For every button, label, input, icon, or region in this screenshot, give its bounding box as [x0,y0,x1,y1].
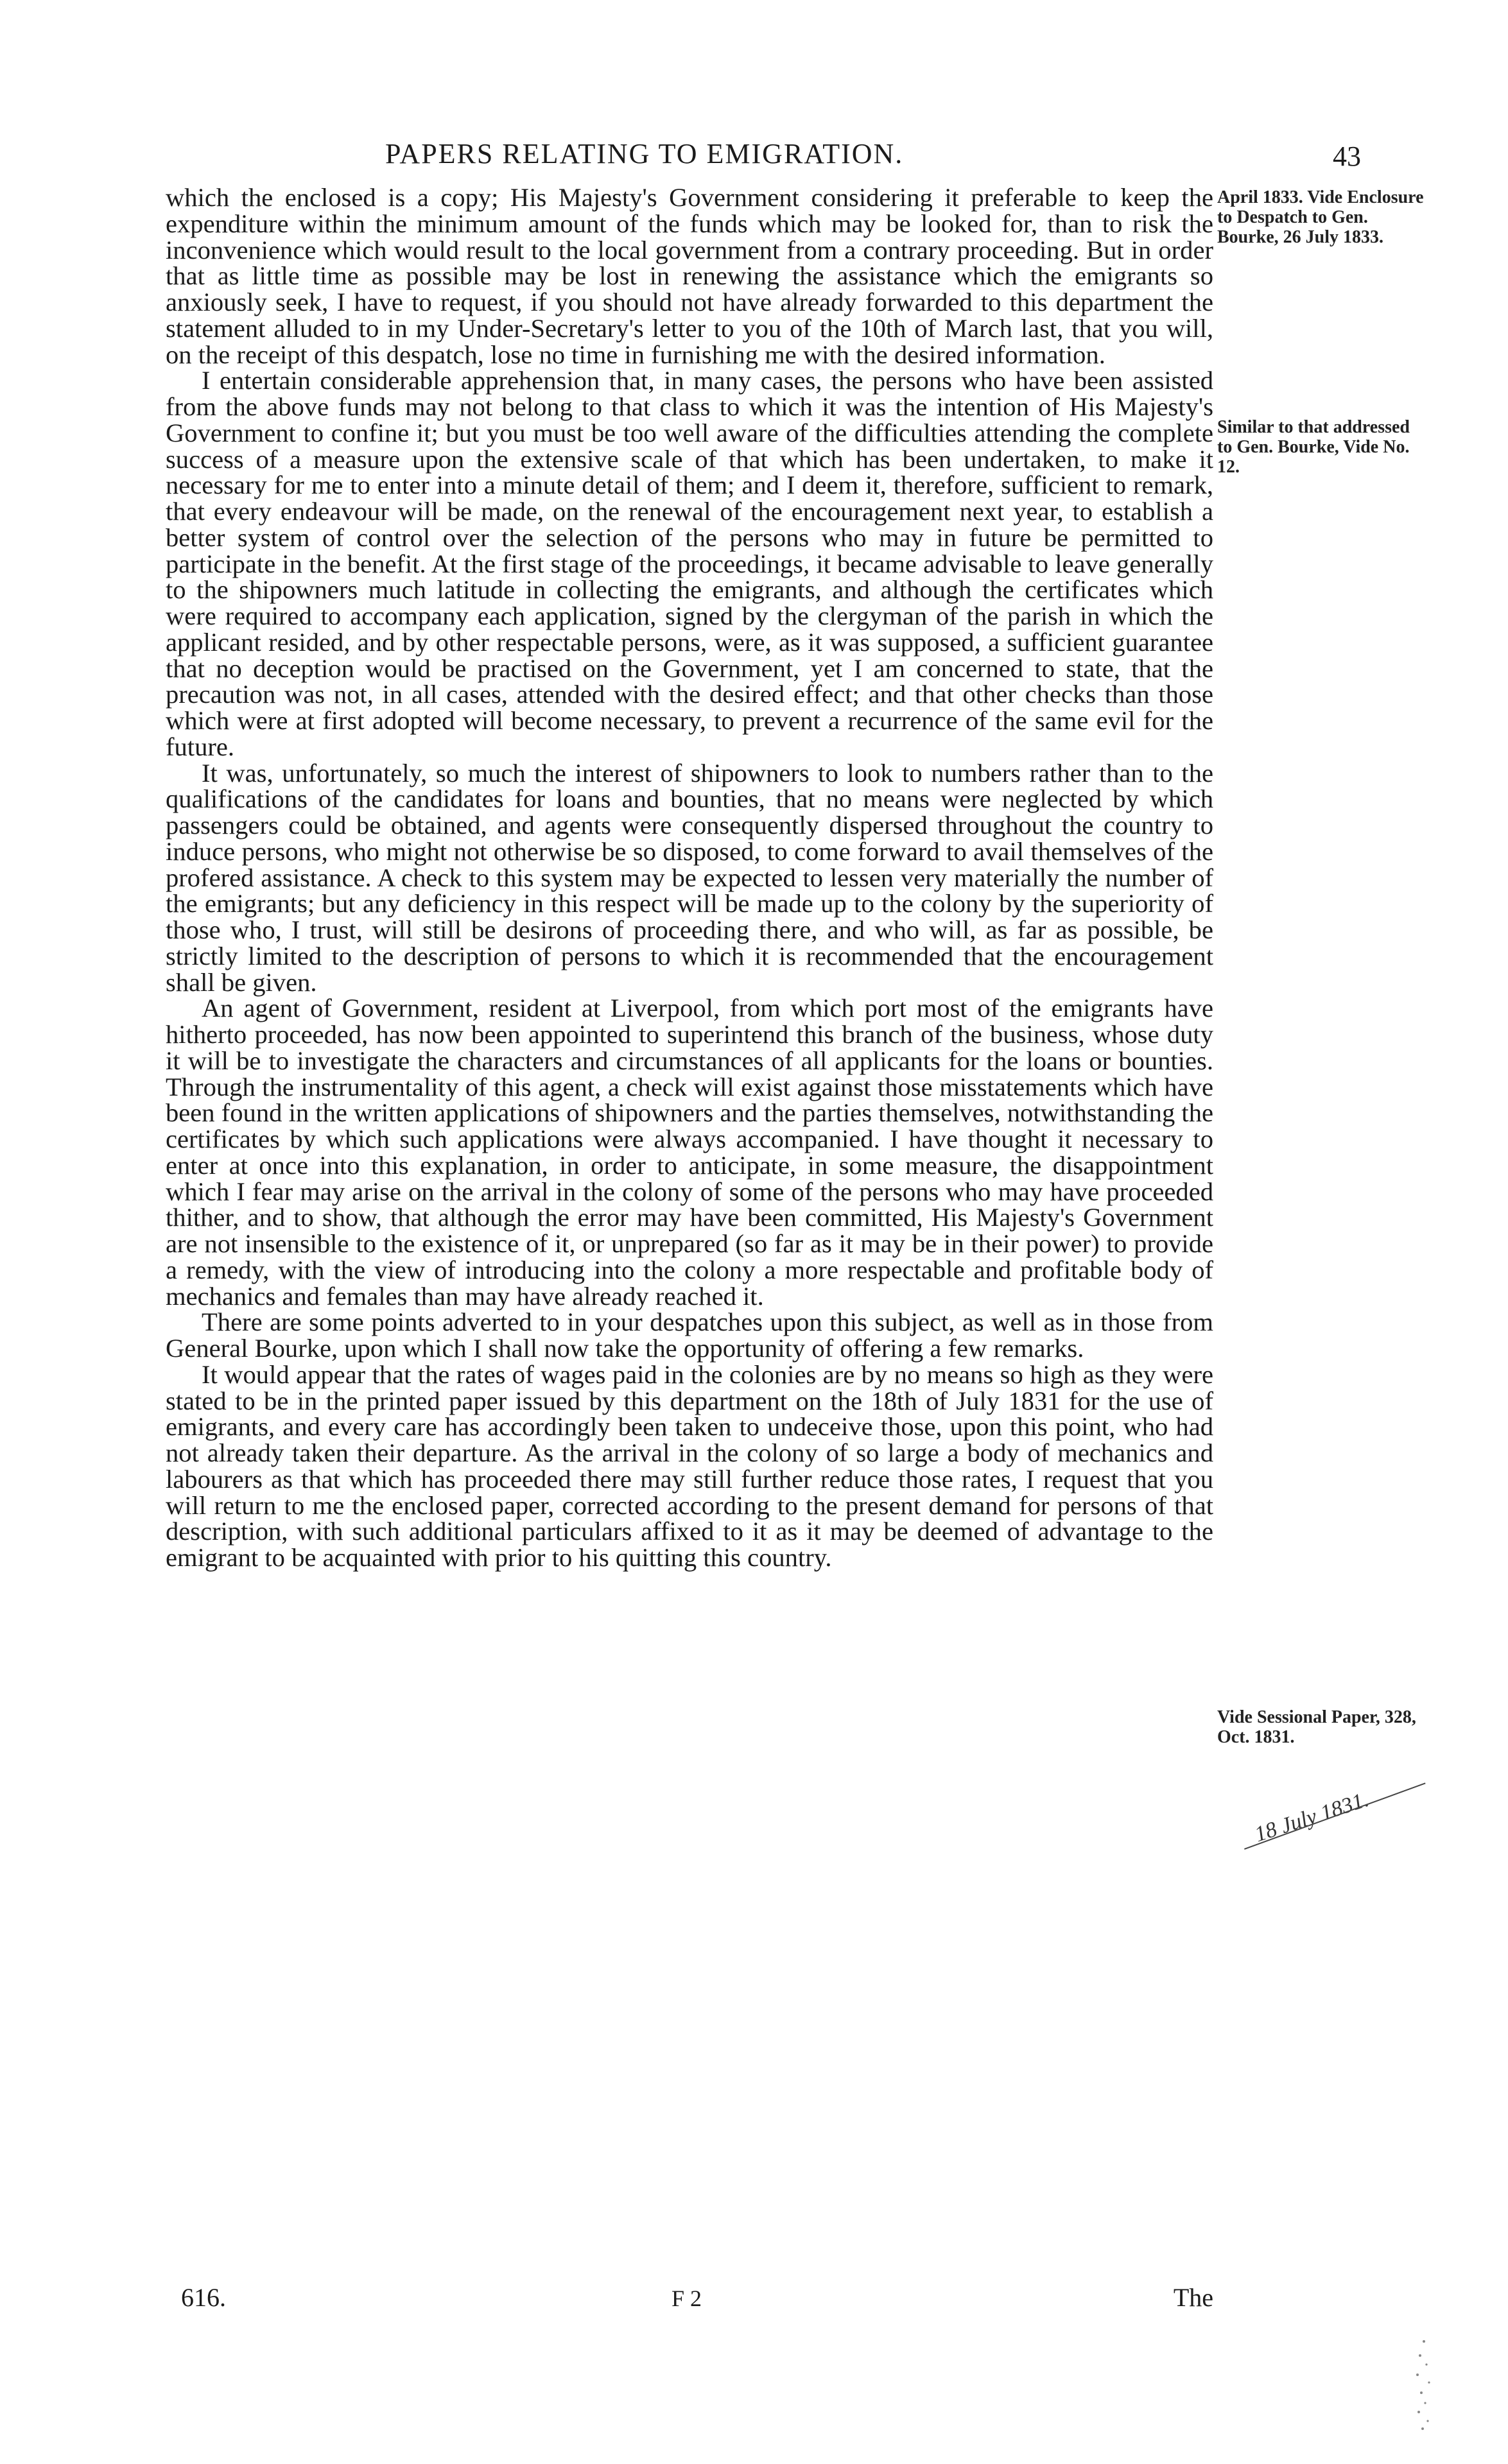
handwritten-annotation: 18 July 1831. [1252,1788,1372,1847]
page-footer [166,2282,1213,2314]
catchword: The [1173,2283,1213,2312]
page-title: PAPERS RELATING TO EMIGRATION. [385,138,904,169]
page-number: 43 [1333,141,1361,172]
margin-note-similar: Similar to that addressed to Gen. Bourke, Vide No. 12. [1217,417,1410,477]
paragraph-points: There are some points adverted to in your despatches upon this subject, as well as in those from General Bourke, upon which I shall now take the opportunity of offering a few remarks. [166,1307,1213,1363]
margin-note-enclosure: April 1833. Vide Enclosure to Despatch to Gen. Bourke, 26 July 1833. [1217,187,1424,247]
margin-note-sessional-paper: Vide Sessional Paper, 328, Oct. 1831. [1217,1707,1416,1747]
paragraph-shipowners: It was, unfortunately, so much the interest of shipowners to look to numbers rather than to the qualifications of the candidates for loans and bounties, that no means were neglected by which passengers could be obtained, and agents were consequently dispersed throughout the country to induce persons, who might not otherwise be so disposed, to come forward to avail themselves of the profered assistance. A check to this system may be expected to lessen very materially the number of the emigrants; but any deficiency in this respect will be made up to the colony by the superiority of those who, I trust, will still be desirons of proceeding there, and who will, as far as possible, be strictly limited to the description of persons to which it is recommended that the encouragement shall be given. [166,758,1213,997]
stray-ink-marks [1411,2336,1437,2433]
paragraph-wages: It would appear that the rates of wages paid in the colonies are by no means so high as they were stated to be in the printed paper issued by this department on the 18th of July 1831 for the use of emigrants, and every care has accordingly been taken to undeceive those, upon this point, who had not already taken their departure. As the arrival in the colony of so large a body of mechanics and labourers as that which has proceeded there may still further reduce those rates, I request that you will return to me the enclosed paper, corrected according to the present demand for persons of that description, with such additional particulars affixed to it as it may be deemed of advantage to the emigrant to be acquainted with prior to his quitting this country. [166,1359,1213,1572]
paragraph-continuation: which the enclosed is a copy; His Majesty's Government considering it preferable to keep the expenditure within the minimum amount of the funds which may be looked for, than to risk the inconvenience which would result to the local government from a contrary proceeding. But in order that as little time as possible may be lost in renewing the assistance which the emigrants so anxiously seek, I have to request, if you should not have already forwarded to this department the statement alluded to in my Under-Secretary's letter to you of the 10th of March last, that you will, on the receipt of this despatch, lose no time in furnishing me with the desired information. [166,183,1213,369]
paragraph-apprehension: I entertain considerable apprehension that, in many cases, the persons who have been assisted from the above funds may not belong to that class to which it was the intention of His Majesty's Government to confine it; but you must be too well aware of the difficulties attending the complete success of a measure upon the extensive scale of that which has been undertaken, to make it necessary for me to enter into a minute detail of them; and I deem it, therefore, sufficient to remark, that every endeavour will be made, on the renewal of the encouragement next year, to establish a better system of control over the selection of the persons who may in future be permitted to participate in the benefit. At the first stage of the proceedings, it became advisable to leave generally to the shipowners much latitude in collecting the emigrants, and although the certificates which were required to accompany each application, signed by the clergyman of the parish in which the applicant resided, and by other respectable persons, were, as it was supposed, a sufficient guarantee that no deception would be practised on the Government, yet I am concerned to state, that the precaution was not, in all cases, attended with the desired effect; and that other checks than those which were at first adopted will become necessary, to prevent a recurrence of the same evil for the future. [166,366,1213,761]
body-text [166,185,1213,1571]
running-head [167,137,1361,178]
paragraph-liverpool-agent: An agent of Government, resident at Liverpool, from which port most of the emigrants have hitherto proceeded, has now been appointed to superintend this branch of the business, whose duty it will be to investigate the characters and circumstances of all applicants for the loans or bounties. Through the instrumentality of this agent, a check will exist against those misstatements which have been found in the written applications of shipowners and the parties themselves, notwithstanding the certificates by which such applications were always accompanied. I have thought it necessary to enter at once into this explanation, in order to anticipate, in some measure, the disappointment which I fear may arise on the arrival in the colony of some of the persons who may have proceeded thither, and to show, that although the error may have been committed, His Majesty's Government are not insensible to the existence of it, or unprepared (so far as it may be in their power) to provide a remedy, with the view of introducing into the colony a more respectable and profitable body of mechanics and females than may have already reached it. [166,994,1213,1311]
handwritten-underline [1244,1782,1426,1849]
footer-number: 616. [181,2283,226,2312]
signature-mark: F 2 [672,2286,702,2311]
